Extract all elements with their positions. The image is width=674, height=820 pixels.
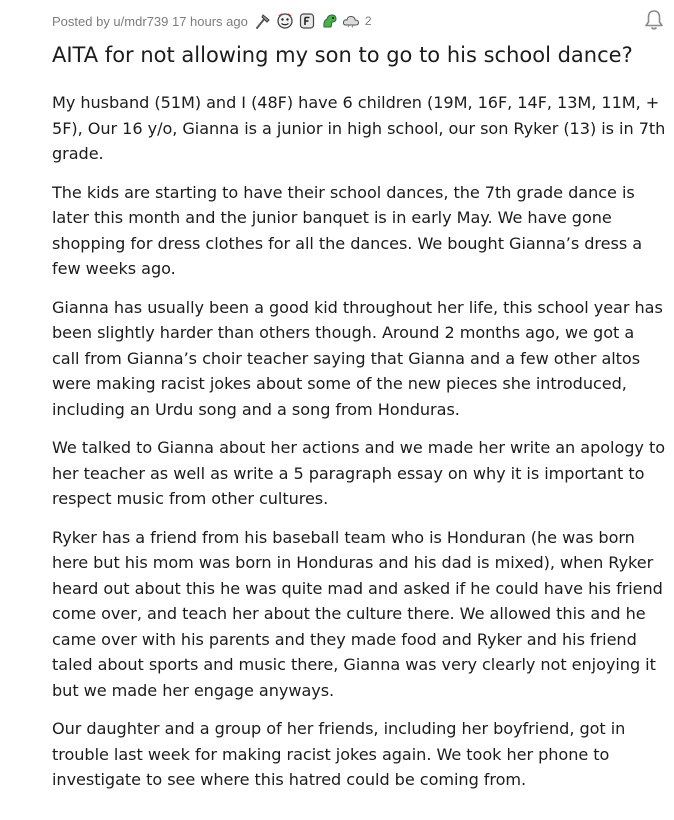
awards-bar[interactable]	[254, 12, 372, 30]
bell-icon[interactable]	[642, 8, 666, 32]
text-line: but we made her engage anyways.	[52, 680, 335, 700]
post-meta-text[interactable]: Posted by u/mdr739 17 hours ago	[52, 13, 248, 29]
paragraph-6	[52, 716, 666, 793]
text-line: 5F), Our 16 y/o, Gianna is a junior in high school, our son Ryker (13) is in 7th	[52, 118, 666, 138]
paragraph-3	[52, 295, 666, 423]
text-line: grade.	[52, 144, 104, 163]
text-line: Ryker has a friend from his baseball team who is Honduran (he was born	[52, 527, 635, 547]
post-body	[52, 90, 666, 806]
paragraph-4	[52, 435, 666, 512]
text-line: including an Urdu song and a song from Honduras.	[52, 399, 460, 419]
text-line: heard out about this he was quite mad and asked if he could have his friend	[52, 578, 663, 598]
paragraph-2	[52, 180, 666, 282]
text-line: shopping for dress clothes for all the dances. We bought Gianna’s dress a	[52, 233, 643, 253]
text-line: come over, and teach her about the culture there. We allowed this and he	[52, 604, 646, 623]
cloud-award-icon	[342, 12, 360, 30]
dinosaur-award-icon	[320, 12, 338, 30]
text-line: here but his mom was born in Honduras and his dad is mixed), when Ryker	[52, 553, 654, 572]
hammer-award-icon	[254, 12, 272, 30]
text-line: been slightly harder than others though. Around 2 months ago, we got a	[52, 323, 635, 342]
post-meta	[52, 10, 618, 32]
paragraph-5	[52, 525, 666, 704]
f-award-icon	[298, 12, 316, 30]
face-award-icon	[276, 12, 294, 30]
award-count: 2	[364, 14, 372, 28]
text-line: her teacher as well as write a 5 paragraph essay on why it is important to	[52, 463, 645, 483]
text-line: trouble last week for making racist jokes again. We took her phone to	[52, 744, 610, 764]
text-line: We talked to Gianna about her actions and we made her write an apology to	[52, 438, 666, 457]
text-line: later this month and the junior banquet is in early May. We have gone	[52, 208, 612, 227]
text-line: Our daughter and a group of her friends, including her boyfriend, got in	[52, 719, 626, 738]
paragraph-1	[52, 90, 666, 167]
text-line: respect music from other cultures.	[52, 489, 329, 508]
text-line: Gianna has usually been a good kid throughout her life, this school year has	[52, 297, 663, 317]
text-line: few weeks ago.	[52, 259, 176, 278]
post-title[interactable]: AITA for not allowing my son to go to his school dance?	[52, 43, 633, 67]
text-line: taled about sports and music there, Gianna was very clearly not enjoying it	[52, 655, 656, 674]
text-line: My husband (51M) and I (48F) have 6 children (19M, 16F, 14F, 13M, 11M, +	[52, 93, 660, 112]
text-line: were making racist jokes about some of the new pieces she introduced,	[52, 374, 627, 393]
text-line: The kids are starting to have their school dances, the 7th grade dance is	[52, 182, 635, 202]
text-line: call from Gianna’s choir teacher saying that Gianna and a few other altos	[52, 348, 641, 368]
text-line: investigate to see where this hatred could be coming from.	[52, 770, 527, 789]
text-line: came over with his parents and they made food and Ryker and his friend	[52, 629, 637, 649]
